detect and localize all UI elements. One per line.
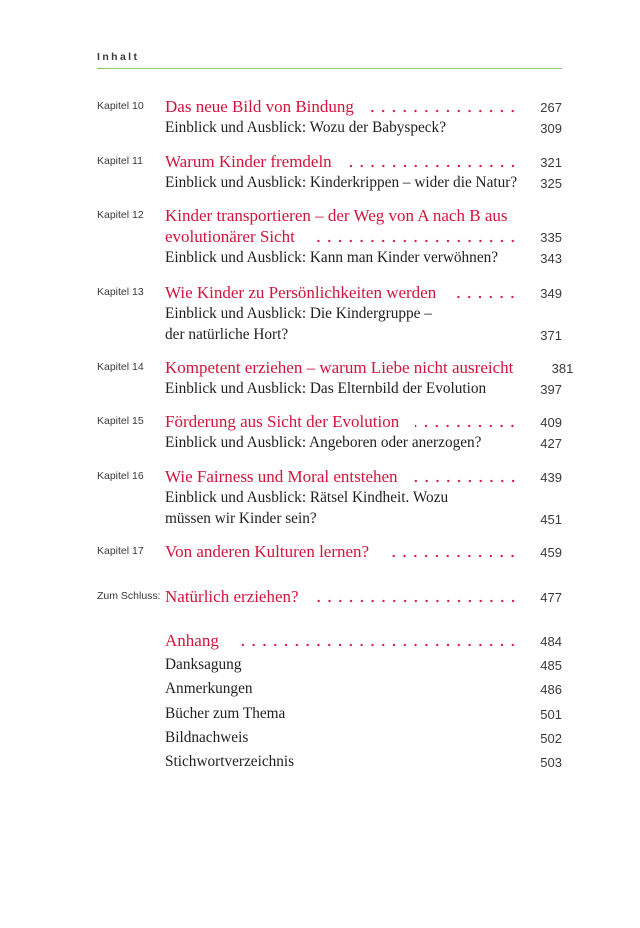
- chapter-title-row: [165, 357, 574, 378]
- chapter-title-row: [165, 282, 562, 303]
- toc-entry-kapitel-17: [97, 541, 562, 562]
- toc-entry-zum-schluss: [97, 586, 562, 607]
- chapter-title-row: [165, 96, 562, 117]
- outlook-page-number: 325: [540, 176, 562, 191]
- chapter-title-row: [165, 586, 562, 607]
- outlook-row: [165, 247, 562, 268]
- chapter-page-number: 477: [540, 590, 562, 605]
- outlook-title-continued: der natürliche Hort?: [165, 326, 289, 343]
- chapter-label: Kapitel 11: [97, 155, 143, 167]
- appendix-item-page: 485: [540, 658, 562, 673]
- toc-entry-kapitel-12: [97, 205, 562, 268]
- chapter-title: Wie Fairness und Moral entstehen: [165, 467, 398, 486]
- chapter-title-row: [165, 205, 562, 226]
- chapter-label: Kapitel 10: [97, 100, 144, 112]
- toc-entry-kapitel-16: [97, 466, 562, 529]
- toc-entry-anhang: [165, 630, 562, 651]
- outlook-page-number: 371: [540, 328, 562, 343]
- appendix-title: Anhang: [165, 631, 219, 650]
- chapter-page-number: 439: [540, 470, 562, 485]
- chapter-title: Förderung aus Sicht der Evolution: [165, 412, 400, 431]
- appendix-item: [165, 677, 562, 701]
- chapter-page-number: 459: [540, 545, 562, 560]
- appendix-item: [165, 653, 562, 677]
- appendix-item-label: Stichwortverzeichnis: [165, 753, 295, 771]
- appendix-items: [165, 653, 562, 774]
- chapter-title: Von anderen Kulturen lernen?: [165, 542, 370, 561]
- chapter-title-row: [165, 466, 562, 487]
- chapter-title: Kinder transportieren – der Weg von A nach B aus: [165, 206, 508, 225]
- outlook-title: Einblick und Ausblick: Rätsel Kindheit. Wozu: [165, 489, 449, 506]
- outlook-row: [165, 432, 562, 453]
- outlook-row: [165, 487, 562, 508]
- chapter-label: Kapitel 17: [97, 545, 144, 557]
- appendix-item: [165, 702, 562, 726]
- chapter-title-row: [165, 541, 562, 562]
- appendix-item-page: 501: [540, 706, 562, 722]
- outlook-title: Einblick und Ausblick: Kinderkrippen – wider die Natur?: [165, 174, 518, 191]
- outlook-page-number: 451: [540, 512, 562, 527]
- appendix-item-page: 503: [540, 755, 562, 771]
- dot-leader: [414, 466, 518, 487]
- appendix-item-label: Bücher zum Thema: [165, 704, 286, 722]
- dot-leader: [235, 630, 518, 651]
- outlook-title: Einblick und Ausblick: Die Kindergruppe –: [165, 305, 432, 322]
- appendix-item: [165, 726, 562, 750]
- appendix-item-label: Anmerkungen: [165, 680, 253, 698]
- outlook-page-number: 397: [540, 382, 562, 397]
- appendix-item-page: 502: [540, 730, 562, 746]
- outlook-row: [165, 324, 562, 345]
- chapter-label: Zum Schluss:: [97, 590, 161, 602]
- appendix-item-label: Danksagung: [165, 656, 242, 673]
- toc-entry-kapitel-11: [97, 151, 562, 193]
- chapter-label: Kapitel 16: [97, 470, 144, 482]
- outlook-title-continued: müssen wir Kinder sein?: [165, 510, 317, 527]
- outlook-title: Einblick und Ausblick: Das Elternbild der Evolution: [165, 380, 487, 397]
- chapter-title-row: [165, 411, 562, 432]
- dot-leader: [311, 226, 518, 247]
- chapter-title-row: [165, 151, 562, 172]
- chapter-page-number: 267: [540, 100, 562, 115]
- outlook-row: [165, 117, 562, 138]
- chapter-label: Kapitel 15: [97, 415, 144, 427]
- chapter-title-continued: evolutionärer Sicht: [165, 227, 295, 246]
- chapter-page-number: 335: [540, 230, 562, 245]
- dot-leader: [348, 151, 518, 172]
- outlook-title: Einblick und Ausblick: Angeboren oder anerzogen?: [165, 434, 482, 451]
- appendix-title-row: [165, 630, 562, 651]
- chapter-label: Kapitel 14: [97, 361, 144, 373]
- outlook-row: [165, 508, 562, 529]
- chapter-title: Das neue Bild von Bindung: [165, 97, 354, 116]
- appendix-item: [165, 750, 562, 774]
- chapter-label: Kapitel 12: [97, 209, 144, 221]
- chapter-title: Wie Kinder zu Persönlichkeiten werden: [165, 283, 437, 302]
- chapter-label: Kapitel 13: [97, 286, 144, 298]
- chapter-title: Warum Kinder fremdeln: [165, 152, 332, 171]
- toc-entry-kapitel-10: [97, 96, 562, 138]
- dot-leader: [452, 282, 518, 303]
- outlook-row: [165, 303, 562, 324]
- dot-leader: [385, 541, 518, 562]
- toc-entry-kapitel-14: [97, 357, 574, 399]
- outlook-row: [165, 172, 562, 193]
- dot-leader: [315, 586, 518, 607]
- outlook-page-number: 343: [540, 251, 562, 266]
- appendix-item-label: Bildnachweis: [165, 728, 249, 746]
- dot-leader: [415, 411, 518, 432]
- outlook-page-number: 309: [540, 121, 562, 136]
- outlook-title: Einblick und Ausblick: Kann man Kinder verwöhnen?: [165, 249, 499, 266]
- header-rule: [97, 68, 562, 69]
- toc-entry-kapitel-15: [97, 411, 562, 453]
- chapter-title: Kompetent erziehen – warum Liebe nicht ausreicht: [165, 358, 514, 377]
- dot-leader: [370, 96, 518, 117]
- running-header: Inhalt: [97, 51, 140, 63]
- outlook-page-number: 427: [540, 436, 562, 451]
- outlook-row: [165, 378, 562, 399]
- appendix-page-number: 484: [540, 634, 562, 649]
- chapter-page-number: 381: [551, 361, 574, 376]
- outlook-title: Einblick und Ausblick: Wozu der Babyspeck?: [165, 119, 446, 136]
- chapter-page-number: 321: [540, 155, 562, 170]
- chapter-page-number: 349: [540, 286, 562, 301]
- toc-entry-kapitel-13: [97, 282, 562, 345]
- appendix-item-page: 486: [540, 682, 562, 698]
- chapter-title: Natürlich erziehen?: [165, 587, 299, 606]
- chapter-title-row: [165, 226, 562, 247]
- chapter-page-number: 409: [540, 415, 562, 430]
